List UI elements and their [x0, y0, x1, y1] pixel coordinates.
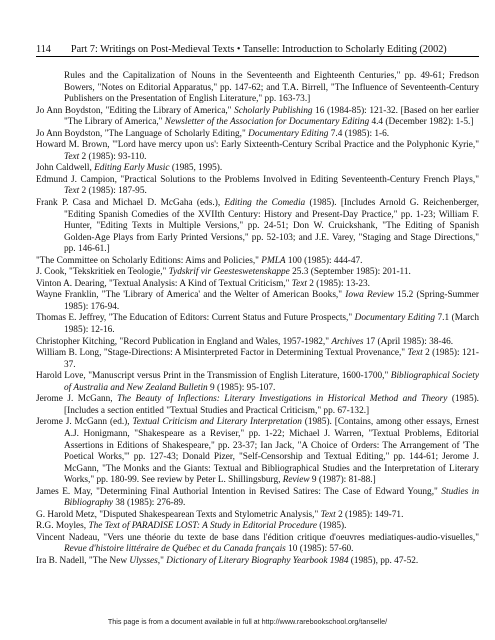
bibliography-entry: G. Harold Metz, "Disputed Shakespearean Texts and Stylometric Analysis," Text 2 (1985): 149-71. [36, 509, 404, 520]
bibliography-entry: J. Cook, "Tekskritiek en Teologie," Tydskrif vir Geesteswetenskappe 25.3 (September 1985): 201-11. [36, 267, 411, 278]
bibliography-entry: "The Committee on Scholarly Editions: Aims and Policies," PMLA 100 (1985): 444-47. [36, 255, 363, 266]
bibliography-entry: Jo Ann Boydston, "The Language of Scholarly Editing," Documentary Editing 7.4 (1985): 1-6. [36, 128, 390, 139]
bibliography-list [36, 71, 479, 568]
running-header [36, 43, 479, 56]
bibliography-entry: Jo Ann Boydston, "Editing the Library of America," Scholarly Publishing 16 (1984-85): 121-32. [Based on her earlier "The Library of America," Newsletter of the Association for Documentary Editing 4.4 (December 1982): 1-5.] [36, 105, 479, 128]
bibliography-entry: Vincent Nadeau, "Vers une théorie du texte de base dans l'édition critique d'oeuvres mediatiques-audio-visuelles," Revue d'histoire littéraire de Québec et du Canada français 10 (1985): 57-60. [36, 532, 479, 555]
bibliography-entry: Howard M. Brown, "'Lord have mercy upon us': Early Sixteenth-Century Scribal Practice and the Polyphonic Kyrie," Text 2 (1985): 93-110. [36, 140, 479, 162]
bibliography-entry: John Caldwell, Editing Early Music (1985, 1995). [36, 163, 223, 174]
source-footer: This page is from a document available in full at http://www.rarebookschool.org/tanselle/ [107, 617, 388, 626]
bibliography-entry: Wayne Franklin, "The 'Library of America' and the Welter of American Books," Iowa Review 15.2 (Spring-Summer 1985): 176-94. [36, 290, 479, 312]
bibliography-entry: Thomas E. Jeffrey, "The Education of Editors: Current Status and Future Prospects," Documentary Editing 7.1 (March 1985): 12-16. [36, 313, 479, 336]
header-rule [36, 56, 479, 57]
bibliography-entry: William B. Long, "Stage-Directions: A Misinterpreted Factor in Determining Textual Provenance," Text 2 (1985): 121-37. [36, 348, 479, 370]
bibliography-entry: Jerome J. McGann, The Beauty of Inflections: Literary Investigations in Historical Method and Theory (1985). [Includes a section entitled "Textual Studies and Practical Criticism," pp. 67-132.] [36, 394, 480, 416]
running-title: Part 7: Writings on Post-Medieval Texts • Tanselle: Introduction to Scholarly Editing (2002) [70, 44, 447, 55]
page-number: 114 [36, 44, 51, 55]
bibliography-entry: Frank P. Casa and Michael D. McGaha (eds.), Editing the Comedia (1985). [Includes Arnold G. Reichenberger, "Editing Spanish Comedies of the XVIIth Century: History and Present-Day Practice," pp. 1-23; William F. Hunter, "Editing Texts in Multiple Versions," pp. 24-51; Don W. Cruickshank, "The Editing of Spanish Golden-Age Plays from Early Printed Versions," pp. 52-103; and J.E. Varey, "Staging and Stage Directions," pp. 146-61.] [36, 198, 480, 255]
bibliography-entry: Ira B. Nadell, "The New Ulysses," Dictionary of Literary Biography Yearbook 1984 (1985), pp. 47-52. [36, 555, 419, 566]
bibliography-entry: Vinton A. Dearing, "Textual Analysis: A Kind of Textual Criticism," Text 2 (1985): 13-23. [36, 278, 370, 289]
bibliography-entry: Rules and the Capitalization of Nouns in the Seventeenth and Eighteenth Centuries," pp. 49-61; Fredson Bowers, "Notes on Editorial Apparatus," pp. 147-62; and T.A. Birrell, "The Influence of Seventeenth-Century Publishers on the Presentation of English Literature," pp. 163-73.] [64, 71, 479, 105]
bibliography-entry: James E. May, "Determining Final Authorial Intention in Revised Satires: The Case of Edward Young," Studies in Bibliography 38 (1985): 276-89. [36, 486, 479, 509]
bibliography-entry: Jerome J. McGann (ed.), Textual Criticism and Literary Interpretation (1985). [Contains, among other essays, Ernest A.J. Honigmann, "Shakespeare as a Reviser," pp. 1-22; Michael J. Warren, "Textual Problems, Editorial Assertions in Editions of Shakespeare," pp. 23-37; Ian Jack, "A Choice of Orders: The Arrangement of 'The Poetical Works,'" pp. 127-43; Donald Pizer, "Self-Censorship and Textual Editing," pp. 144-61; Jerome J. McGann, "The Monks and the Giants: Textual and Bibliographical Studies and the Interpretation of Literary Works," pp. 180-99. See review by Peter L. Shillingsburg, Review 9 (1987): 81-88.] [36, 417, 479, 486]
bibliography-entry: Edmund J. Campion, "Practical Solutions to the Problems Involved in Editing Seventeenth-Century French Plays," Text 2 (1985): 187-95. [36, 174, 479, 197]
bibliography-entry: Harold Love, "Manuscript versus Print in the Transmission of English Literature, 1600-1700," Bibliographical Society of Australia and New Zealand Bulletin 9 (1985): 95-107. [36, 371, 480, 393]
bibliography-entry: Christopher Kitching, "Record Publication in England and Wales, 1957-1982," Archives 17 (April 1985): 38-46. [36, 336, 454, 347]
bibliography-entry: R.G. Moyles, The Text of PARADISE LOST: A Study in Editorial Procedure (1985). [36, 521, 347, 532]
